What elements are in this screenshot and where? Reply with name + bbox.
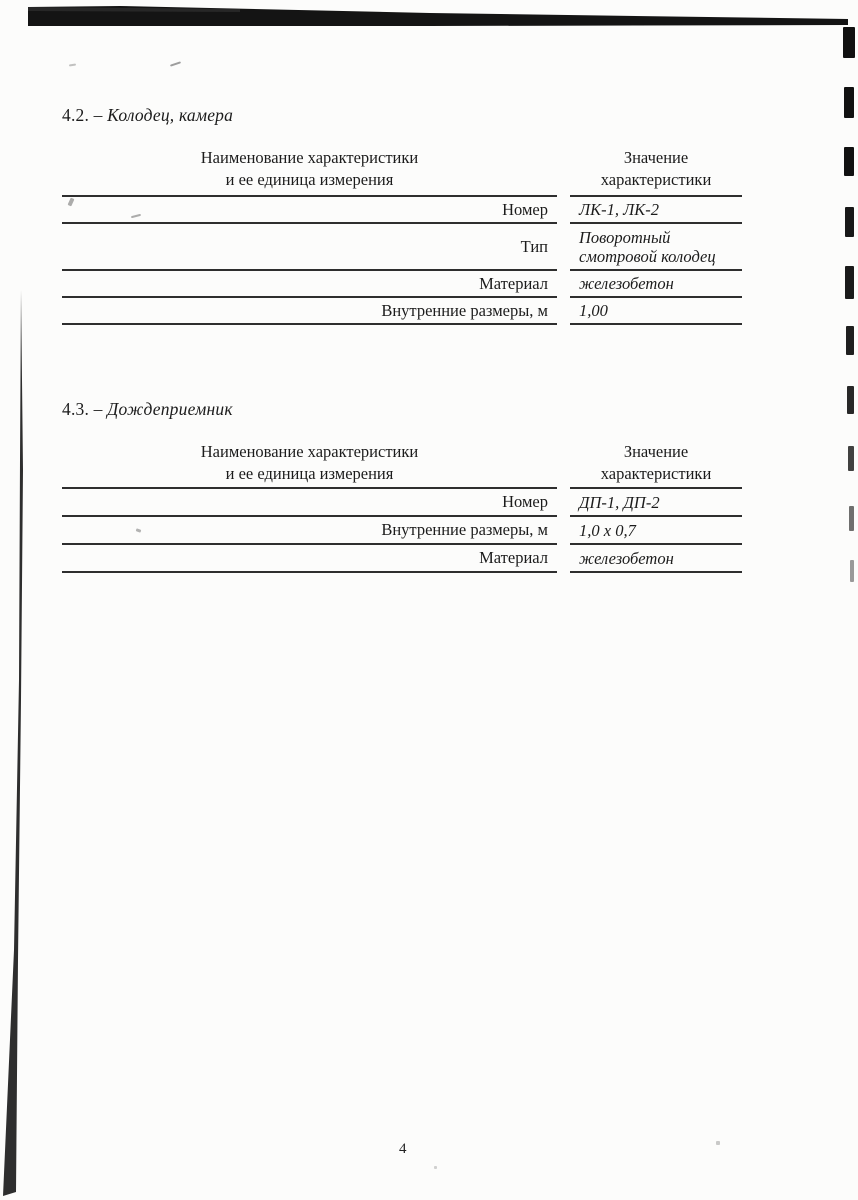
row-label: Внутренние размеры, м	[62, 298, 557, 325]
row-value: ЛК-1, ЛК-2	[570, 197, 742, 224]
table-row	[62, 271, 742, 298]
table-row	[62, 517, 742, 545]
binding-mark	[844, 87, 854, 118]
column-gap	[557, 489, 570, 517]
binding-mark	[844, 147, 854, 176]
binding-mark	[848, 446, 854, 471]
binding-mark	[847, 386, 854, 414]
binding-mark	[845, 207, 854, 237]
binding-mark	[846, 326, 854, 355]
table-row	[62, 545, 742, 573]
row-value: 1,0 х 0,7	[570, 517, 742, 545]
column-gap	[557, 298, 570, 325]
binding-mark	[849, 506, 854, 531]
row-label: Номер	[62, 197, 557, 224]
table-row	[62, 224, 742, 271]
section-heading-4-2	[62, 103, 233, 127]
section-dash: –	[93, 105, 103, 125]
header-name-column	[62, 146, 557, 197]
page-number: 4	[399, 1141, 407, 1157]
row-value: 1,00	[570, 298, 742, 325]
scan-speck	[170, 61, 181, 66]
column-gap	[557, 146, 570, 197]
section-heading-4-3	[62, 397, 233, 421]
header-value-column	[570, 146, 742, 197]
column-gap	[557, 197, 570, 224]
column-gap	[557, 442, 570, 489]
row-label: Тип	[62, 224, 557, 271]
header-name-column	[62, 442, 557, 489]
characteristics-table-well	[62, 146, 742, 325]
row-label: Материал	[62, 271, 557, 298]
section-title: Колодец, камера	[107, 105, 234, 125]
row-value: железобетон	[570, 545, 742, 573]
row-value: железобетон	[570, 271, 742, 298]
table-row	[62, 489, 742, 517]
column-gap	[557, 224, 570, 271]
table-row	[62, 298, 742, 325]
section-number: 4.3.	[62, 399, 90, 419]
header-line: Значение	[623, 442, 689, 461]
header-line: и ее единица измерения	[225, 170, 394, 189]
column-gap	[557, 545, 570, 573]
header-line: характеристики	[600, 170, 712, 189]
scan-speck	[69, 64, 76, 67]
table-header-row	[62, 442, 742, 489]
section-title: Дождеприемник	[107, 399, 233, 419]
row-label: Внутренние размеры, м	[62, 517, 557, 545]
scan-artifact-left-fold	[0, 0, 30, 1200]
scan-speck	[434, 1166, 437, 1169]
section-dash: –	[93, 399, 103, 419]
binding-mark	[843, 27, 855, 58]
binding-mark	[850, 560, 854, 582]
scan-speck	[716, 1141, 720, 1145]
table-row	[62, 197, 742, 224]
section-number: 4.2.	[62, 105, 90, 125]
column-gap	[557, 517, 570, 545]
row-value: ДП-1, ДП-2	[570, 489, 742, 517]
characteristics-table-rain-inlet	[62, 442, 742, 573]
header-value-column	[570, 442, 742, 489]
header-line: Наименование характеристики	[200, 442, 419, 461]
scan-artifact-top-bar	[0, 0, 858, 40]
row-value: Поворотный смотровой колодец	[570, 224, 742, 271]
row-label: Номер	[62, 489, 557, 517]
header-line: и ее единица измерения	[225, 464, 394, 483]
header-line: характеристики	[600, 464, 712, 483]
column-gap	[557, 271, 570, 298]
table-header-row	[62, 146, 742, 197]
header-line: Наименование характеристики	[200, 148, 419, 167]
row-label: Материал	[62, 545, 557, 573]
binding-mark	[845, 266, 854, 299]
header-line: Значение	[623, 148, 689, 167]
